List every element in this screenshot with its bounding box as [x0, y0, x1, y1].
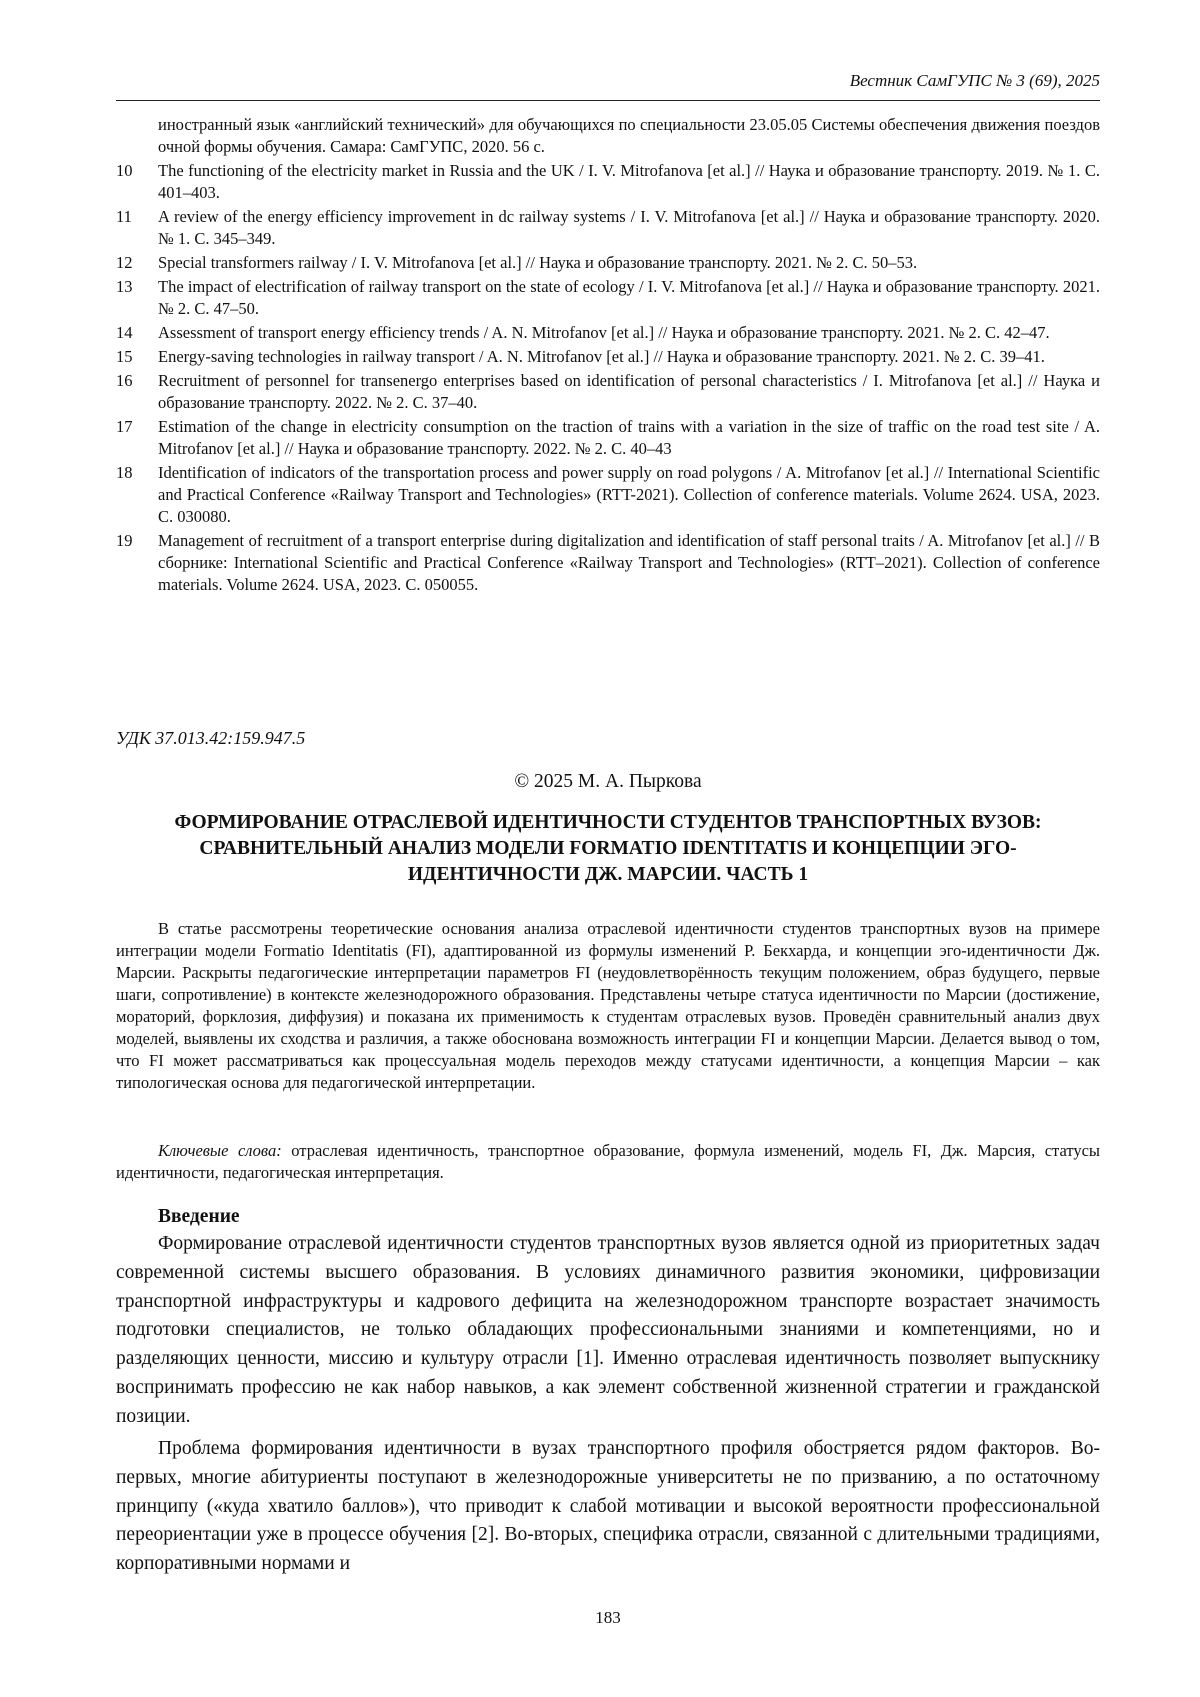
- reference-number: 18: [116, 463, 133, 482]
- reference-item: [116, 114, 1100, 158]
- body-paragraph: Формирование отраслевой идентичности студентов транспортных вузов является одной из приоритетных задач современной системы высшего образования. В условиях динамичного развития экономики, цифровизации транспортной инфраструктуры и кадрового дефицита на железнодорожном транспорте возрастает значимость подготовки специалистов, не только обладающих профессиональными знаниями и компетенциями, но и разделяющих ценности, миссию и культуру отрасли [1]. Именно отраслевая идентичность позволяет выпускнику воспринимать профессию не как набор навыков, а как элемент собственной жизненной стратегии и гражданской позиции.: [116, 1233, 1100, 1427]
- reference-number: 12: [116, 253, 133, 272]
- reference-text: Special transformers railway / I. V. Mitrofanova [et al.] // Наука и образование транспорту. 2021. № 2. С. 50–53.: [158, 253, 918, 272]
- reference-text: иностранный язык «английский технический» для обучающихся по специальности 23.05.05 Системы обеспечения движения поездов очной формы обучения. Самара: СамГУПС, 2020. 56 с.: [158, 115, 1100, 156]
- keywords: [116, 1140, 1100, 1184]
- reference-item: [116, 346, 1100, 368]
- reference-text: Estimation of the change in electricity consumption on the traction of trains with a variation in the size of traffic on the road test site / A. Mitrofanov [et al.] // Наука и образование транспорту. 2022. № 2. С. 40–43: [158, 417, 1100, 458]
- reference-number: 10: [116, 161, 133, 180]
- reference-text: A review of the energy efficiency improvement in dc railway systems / I. V. Mitrofanova [et al.] // Наука и образование транспорту. 2020. № 1. С. 345–349.: [158, 207, 1100, 248]
- reference-text: The functioning of the electricity market in Russia and the UK / I. V. Mitrofanova [et al.] // Наука и образование транспорту. 2019. № 1. С. 401–403.: [158, 161, 1100, 202]
- reference-number: 11: [116, 207, 132, 226]
- article-title: ФОРМИРОВАНИЕ ОТРАСЛЕВОЙ ИДЕНТИЧНОСТИ СТУДЕНТОВ ТРАНСПОРТНЫХ ВУЗОВ: СРАВНИТЕЛЬНЫЙ АНАЛИЗ МОДЕЛИ FORMATIO IDENTITATIS И КОНЦЕПЦИИ ЭГО-ИДЕНТИЧНОСТИ ДЖ. МАРСИИ. ЧАСТЬ 1: [174, 812, 1042, 885]
- keywords-label: Ключевые слова:: [158, 1141, 282, 1160]
- reference-text: The impact of electrification of railway transport on the state of ecology / I. V. Mitrofanova [et al.] // Наука и образование транспорту. 2021. № 2. С. 47–50.: [158, 277, 1100, 318]
- reference-item: [116, 370, 1100, 414]
- reference-text: Management of recruitment of a transport enterprise during digitalization and identification of staff personal traits / A. Mitrofanov [et al.] // В сборнике: International Scientific and Practical Conference «Railway Transport and Technologies» (RTT–2021). Collection of conference materials. Volume 2624. USA, 2023. С. 050055.: [158, 531, 1100, 594]
- reference-list: [116, 114, 1100, 598]
- running-header: Вестник СамГУПС № 3 (69), 2025: [849, 71, 1100, 90]
- page-number: 183: [595, 1608, 621, 1627]
- abstract: В статье рассмотрены теоретические основания анализа отраслевой идентичности студентов транспортных вузов на примере интеграции модели Formatio Identitatis (FI), адаптированной из формулы изменений Р. Бекхарда, и концепции эго-идентичности Дж. Марсии. Раскрыты педагогические интерпретации параметров FI (неудовлетворённость текущим положением, образ будущего, первые шаги, сопротивление) в контексте железнодорожного образования. Представлены четыре статуса идентичности по Марсии (достижение, мораторий, форклозия, диффузия) и показана их применимость к студентам отраслевых вузов. Проведён сравнительный анализ двух моделей, выявлены их сходства и различия, а также обоснована возможность интеграции FI и концепции Марсии. Делается вывод о том, что FI может рассматриваться как процессуальная модель переходов между статусами идентичности, а концепция Марсии – как типологическая основа для педагогической интерпретации.: [116, 919, 1100, 1092]
- reference-number: 17: [116, 417, 133, 436]
- reference-item: [116, 276, 1100, 320]
- keywords-text: отраслевая идентичность, транспортное образование, формула изменений, модель FI, Дж. Марсия, статусы идентичности, педагогическая интерпретация.: [116, 1141, 1101, 1182]
- reference-text: Recruitment of personnel for transenergo enterprises based on identification of personal characteristics / I. Mitrofanova [et al.] // Наука и образование транспорту. 2022. № 2. С. 37–40.: [158, 371, 1100, 412]
- reference-number: 15: [116, 347, 133, 366]
- reference-item: [116, 530, 1100, 596]
- reference-number: 14: [116, 323, 133, 342]
- reference-number: 19: [116, 531, 133, 550]
- author-line: © 2025 М. А. Пыркова: [514, 771, 702, 792]
- body-paragraph: Проблема формирования идентичности в вузах транспортного профиля обостряется рядом факторов. Во-первых, многие абитуриенты поступают в железнодорожные университеты не по призванию, а по остаточному принципу («куда хватило баллов»), что приводит к слабой мотивации и высокой вероятности профессиональной переориентации уже в процессе обучения [2]. Во-вторых, специфика отрасли, связанной с длительными традициями, корпоративными нормами и: [116, 1438, 1100, 1575]
- reference-text: Energy-saving technologies in railway transport / A. N. Mitrofanov [et al.] // Наука и образование транспорту. 2021. № 2. С. 39–41.: [158, 347, 1045, 366]
- reference-text: Identification of indicators of the transportation process and power supply on road polygons / A. Mitrofanov [et al.] // International Scientific and Practical Conference «Railway Transport and Technologies» (RTT-2021). Collection of conference materials. Volume 2624. USA, 2023. С. 030080.: [158, 463, 1100, 526]
- reference-item: [116, 252, 1100, 274]
- reference-item: [116, 462, 1100, 528]
- header-rule: [116, 100, 1100, 101]
- udk-code: УДК 37.013.42:159.947.5: [116, 728, 306, 748]
- reference-item: [116, 206, 1100, 250]
- reference-number: 16: [116, 371, 133, 390]
- reference-text: Assessment of transport energy efficiency trends / A. N. Mitrofanov [et al.] // Наука и образование транспорту. 2021. № 2. С. 42–47.: [158, 323, 1050, 342]
- reference-item: [116, 322, 1100, 344]
- section-heading: Введение: [158, 1206, 240, 1227]
- reference-item: [116, 416, 1100, 460]
- reference-item: [116, 160, 1100, 204]
- reference-number: 13: [116, 277, 133, 296]
